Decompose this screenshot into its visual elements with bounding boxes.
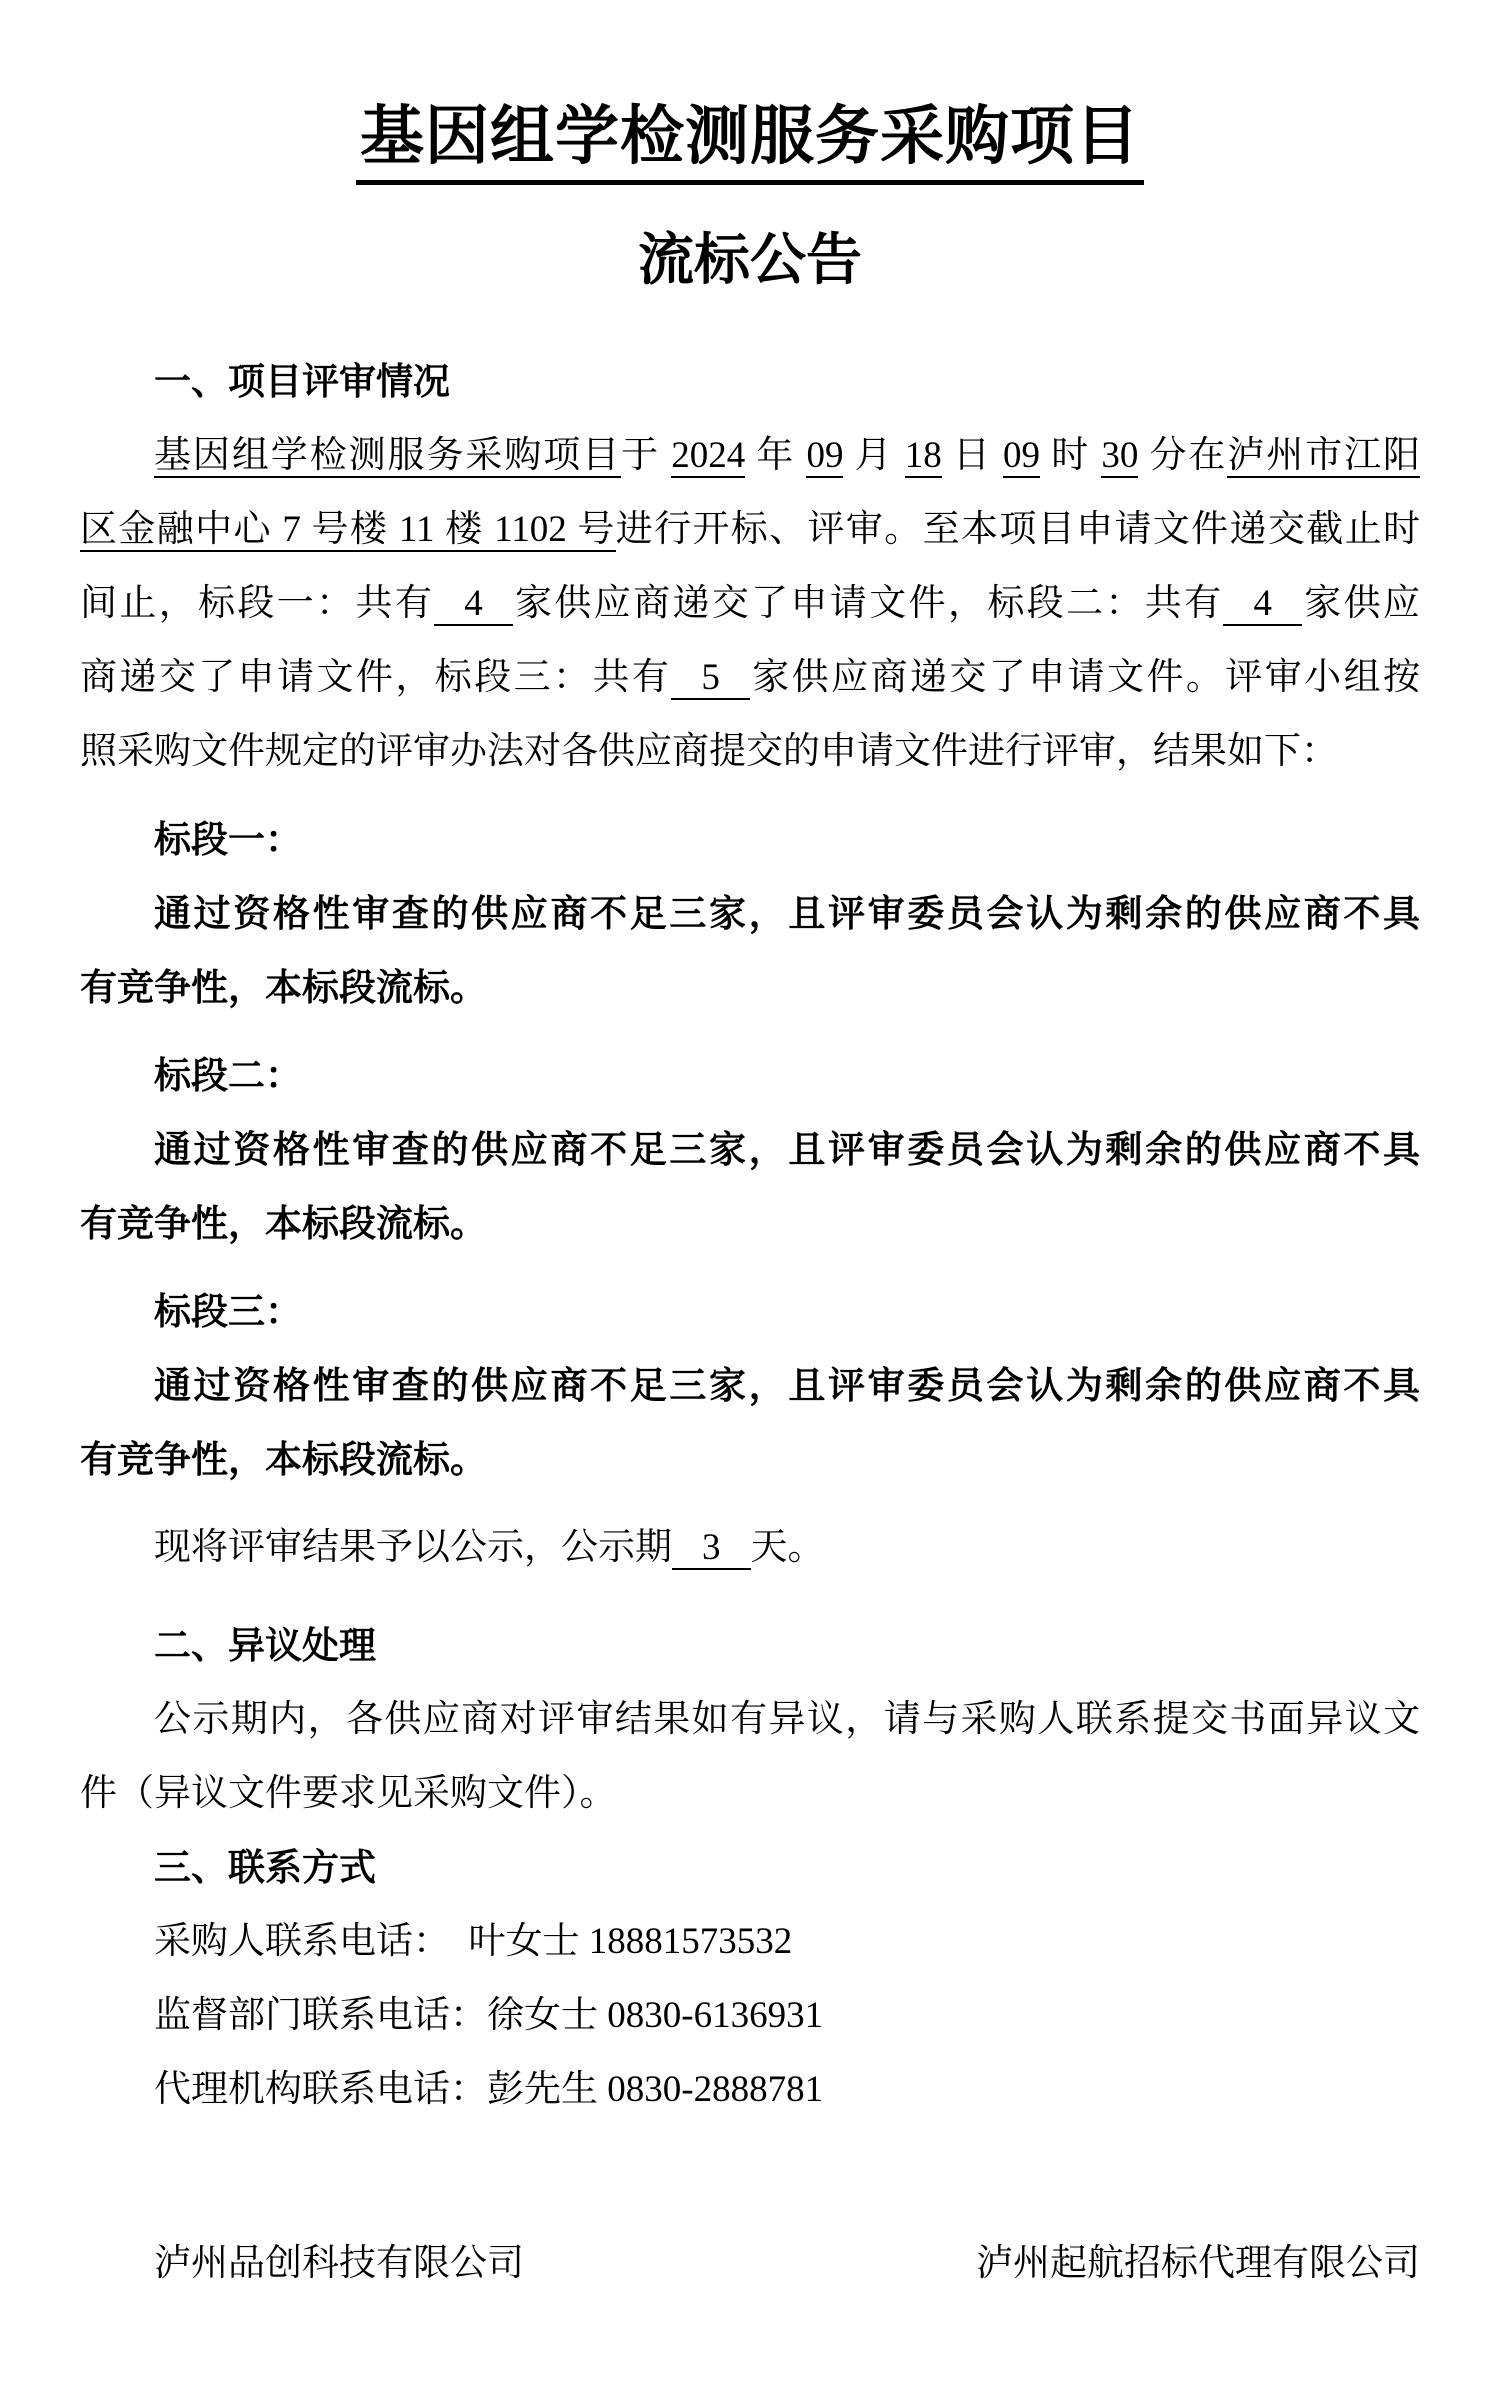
review-paragraph [80,419,1420,789]
text-run: 月 [843,435,905,476]
text-run: 进行开标、评审。至本项目申请文件递交截止时 [615,509,1420,550]
paragraph-line [80,715,1420,789]
contact-line-supervisor: 监督部门联系电话：徐女士 0830-6136931 [154,1995,824,2036]
underlined-text: 09 [806,435,844,476]
page-subtitle: 流标公告 [638,230,862,292]
objection-line: 公示期内，各供应商对评审结果如有异议，请与采购人联系提交书面异议文 [154,1699,1420,1740]
text-run: 年 [745,435,807,476]
objection-section [80,1609,1420,1831]
text-run: 现将评审结果予以公示，公示期 [154,1527,672,1568]
contact-line-agency: 代理机构联系电话：彭先生 0830-2888781 [154,2069,824,2110]
fill-in-blank-value: 4 [1223,583,1302,626]
publicity-period-line [80,1511,1420,1585]
underlined-text: 基因组学检测服务采购项目 [154,435,622,476]
section-heading-review: 一、项目评审情况 [154,361,450,402]
objection-line: 件（异议文件要求见采购文件）。 [80,1773,617,1814]
underlined-text: 泸州市江阳 [1227,435,1421,476]
contact-line-purchaser: 采购人联系电话： 叶女士 18881573532 [154,1921,793,1962]
text-run: 家供应 [1301,583,1421,624]
paragraph-line [80,641,1420,715]
page-title: 基因组学检测服务采购项目 [356,100,1144,185]
text-run: 家供应商递交了申请文件。评审小组按 [749,657,1420,698]
underlined-text: 2024 [671,435,746,476]
text-run: 于 [621,435,672,476]
footer-left-company: 泸州品创科技有限公司 [154,2243,524,2284]
fill-in-blank-value: 3 [672,1527,751,1570]
lot-heading: 标段一： [154,819,302,860]
lot-body-line: 有竞争性，本标段流标。 [80,1439,487,1480]
section-heading-contact: 三、联系方式 [154,1847,376,1888]
underlined-text: 18 [904,435,942,476]
fill-in-blank-value: 5 [671,657,750,700]
contact-section [80,1831,1420,2127]
text-run: 时 [1040,435,1102,476]
text-run: 间止，标段一：共有 [80,583,435,624]
paragraph-line [80,567,1420,641]
paragraph-line [80,419,1420,493]
lot-body-line: 通过资格性审查的供应商不足三家，且评审委员会认为剩余的供应商不具 [154,1365,1420,1406]
underlined-text: 09 [1003,435,1041,476]
footer-row [80,2227,1420,2301]
lot-body-line: 有竞争性，本标段流标。 [80,967,487,1008]
lot-heading: 标段二： [154,1055,302,1096]
text-run: 分在 [1138,435,1228,476]
lot-heading: 标段三： [154,1291,302,1332]
text-run: 天。 [750,1527,825,1568]
underlined-text: 区金融中心 7 号楼 11 楼 1102 号 [80,509,616,550]
lot-section-2 [80,1039,1420,1261]
text-run: 日 [941,435,1004,476]
lot-section-1 [80,803,1420,1025]
text-run: 家供应商递交了申请文件，标段二：共有 [512,583,1224,624]
lot-body-line: 通过资格性审查的供应商不足三家，且评审委员会认为剩余的供应商不具 [154,893,1420,934]
text-run: 商递交了申请文件，标段三：共有 [80,657,672,698]
text-run: 照采购文件规定的评审办法对各供应商提交的申请文件进行评审，结果如下： [80,731,1338,772]
fill-in-blank-value: 4 [434,583,513,626]
lot-section-3 [80,1275,1420,1497]
footer-right-company: 泸州起航招标代理有限公司 [976,2243,1420,2284]
section-heading-objection: 二、异议处理 [154,1625,376,1666]
paragraph-line [80,493,1420,567]
lot-body-line: 有竞争性，本标段流标。 [80,1203,487,1244]
lot-body-line: 通过资格性审查的供应商不足三家，且评审委员会认为剩余的供应商不具 [154,1129,1420,1170]
underlined-text: 30 [1101,435,1139,476]
title-row [80,100,1420,185]
